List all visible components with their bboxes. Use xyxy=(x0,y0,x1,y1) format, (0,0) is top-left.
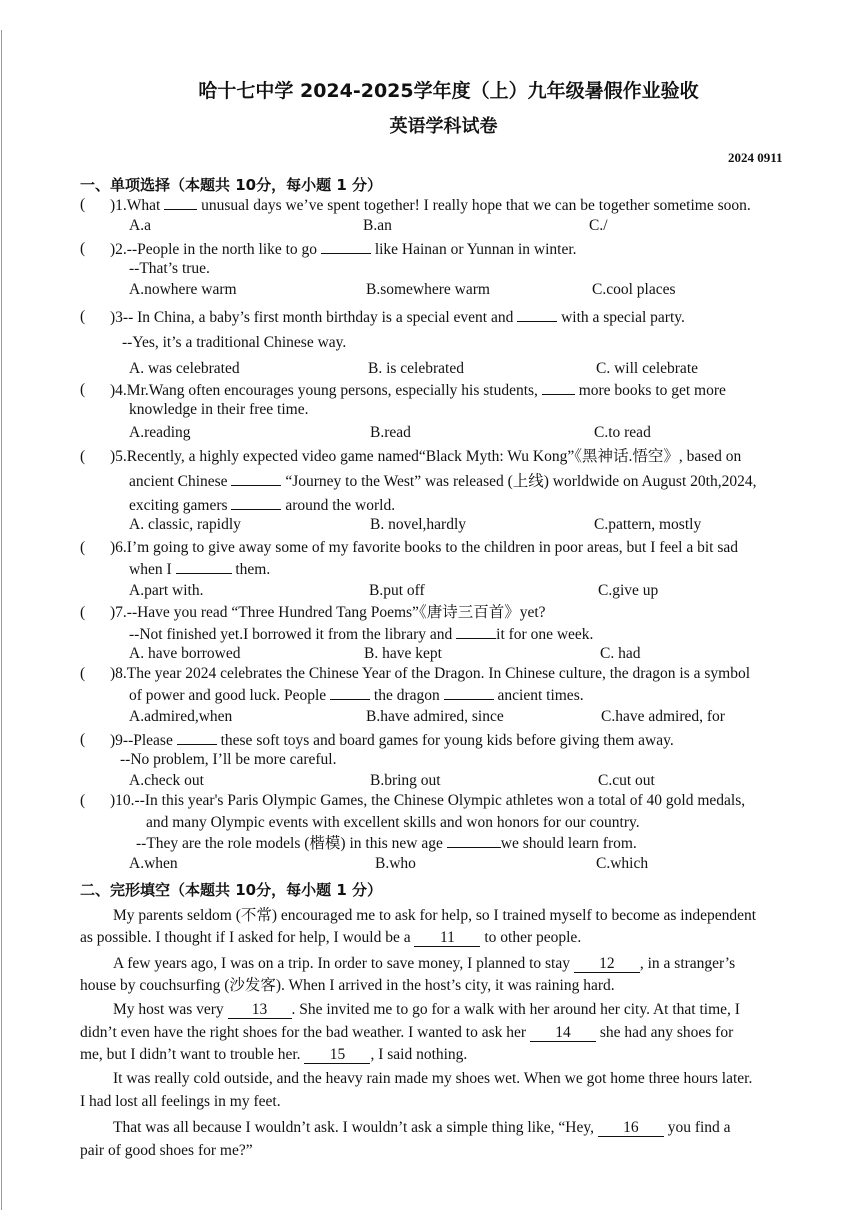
cloze-blank-16: 16 xyxy=(598,1120,664,1137)
page-edge-line xyxy=(1,30,2,1210)
option-a: A.part with. xyxy=(129,582,204,599)
exam-date: 2024 0911 xyxy=(728,150,783,165)
cloze-blank-15: 15 xyxy=(304,1047,370,1064)
question-text: ancient times. xyxy=(493,687,584,704)
cloze-blank-12: 12 xyxy=(574,956,640,973)
question-text: )3-- In China, a baby’s first month birthday is a special event and xyxy=(110,309,518,326)
option-a: A.a xyxy=(129,217,151,234)
cloze-text: as possible. I thought if I asked for help, I would be a xyxy=(80,929,415,946)
exam-title: 哈十七中学 2024-2025学年度（上）九年级暑假作业验收 xyxy=(198,80,699,102)
question-9 xyxy=(110,731,674,750)
cloze-blank-11: 11 xyxy=(414,930,480,947)
option-c: C.which xyxy=(596,855,649,872)
option-a: A.reading xyxy=(129,424,191,441)
question-text: of power and good luck. People xyxy=(129,687,331,704)
question-text: )9--Please xyxy=(110,732,177,749)
question-continuation: knowledge in their free time. xyxy=(129,401,309,418)
cloze-paragraph-3-line-2 xyxy=(80,1024,733,1042)
question-5: )5.Recently, a highly expected video game named“Black Myth: Wu Kong”《黑神话.悟空》, based on xyxy=(110,448,742,465)
answer-paren: ( xyxy=(80,731,86,748)
dialogue-line: --No problem, I’ll be more careful. xyxy=(120,751,337,768)
answer-paren: ( xyxy=(80,539,86,556)
option-b: B.an xyxy=(363,217,392,234)
question-10: )10.--In this year's Paris Olympic Games, the Chinese Olympic athletes won a total of 40 gold medals, xyxy=(110,792,746,809)
answer-paren: ( xyxy=(80,792,86,809)
cloze-text: me, but I didn’t want to trouble her. xyxy=(80,1046,305,1063)
answer-blank xyxy=(231,496,281,510)
question-text: more books to get more xyxy=(574,382,726,399)
answer-paren: ( xyxy=(80,665,86,682)
section-heading-single-choice: 一、单项选择（本题共 10分，每小题 1 分） xyxy=(80,176,382,194)
option-a: A. classic, rapidly xyxy=(129,516,241,533)
cloze-paragraph-4-line-1: It was really cold outside, and the heavy rain made my shoes wet. When we got home three hours later. xyxy=(113,1070,753,1087)
question-text: )2.--People in the north like to go xyxy=(110,241,321,258)
option-b: B. is celebrated xyxy=(368,360,464,377)
cloze-text: you find a xyxy=(663,1119,731,1136)
question-text: )4.Mr.Wang often encourages young persons, especially his students, xyxy=(110,382,542,399)
option-a: A. have borrowed xyxy=(129,645,241,662)
option-c: C. will celebrate xyxy=(596,360,698,377)
answer-blank xyxy=(447,834,501,848)
answer-paren: ( xyxy=(80,196,86,213)
answer-blank xyxy=(321,240,371,254)
option-c: C.pattern, mostly xyxy=(594,516,702,533)
cloze-paragraph-2-line-2: house by couchsurfing (沙发客). When I arrived in the host’s city, it was raining hard. xyxy=(80,977,615,994)
answer-blank xyxy=(456,625,496,639)
question-text: --Not finished yet.I borrowed it from the library and xyxy=(129,626,457,643)
cloze-paragraph-5-line-1 xyxy=(113,1119,731,1137)
exam-subtitle: 英语学科试卷 xyxy=(389,116,498,137)
cloze-blank-14: 14 xyxy=(530,1025,596,1042)
option-c: C.give up xyxy=(598,582,659,599)
option-a: A.when xyxy=(129,855,178,872)
answer-blank xyxy=(444,686,494,700)
cloze-text: she had any shoes for xyxy=(595,1024,734,1041)
option-a: A.admired,when xyxy=(129,708,233,725)
question-text: ancient Chinese xyxy=(129,473,232,490)
question-4 xyxy=(110,381,726,400)
option-b: B. novel,hardly xyxy=(370,516,466,533)
cloze-paragraph-1-line-2 xyxy=(80,929,581,947)
cloze-text: My host was very xyxy=(113,1001,228,1018)
option-b: B.bring out xyxy=(370,772,441,789)
question-text: these soft toys and board games for young kids before giving them away. xyxy=(216,732,674,749)
answer-blank xyxy=(517,308,557,322)
option-b: B.have admired, since xyxy=(366,708,504,725)
cloze-paragraph-3-line-1 xyxy=(113,1001,740,1019)
cloze-text: A few years ago, I was on a trip. In order to save money, I planned to stay xyxy=(113,955,574,972)
cloze-text: . She invited me to go for a walk with her around her city. At that time, I xyxy=(291,1001,740,1018)
question-6-line-2 xyxy=(129,560,270,579)
option-c: C.to read xyxy=(594,424,651,441)
question-10-line-3 xyxy=(136,834,637,853)
question-text: them. xyxy=(231,561,271,578)
option-c: C. had xyxy=(600,645,641,662)
cloze-text: didn’t even have the right shoes for the bad weather. I wanted to ask her xyxy=(80,1024,530,1041)
option-a: A.check out xyxy=(129,772,204,789)
question-text: it for one week. xyxy=(496,626,594,643)
question-10-line-2: and many Olympic events with excellent skills and won honors for our country. xyxy=(146,814,640,831)
answer-paren: ( xyxy=(80,604,86,621)
option-b: B.somewhere warm xyxy=(366,281,490,298)
option-b: B. have kept xyxy=(364,645,442,662)
question-6: )6.I’m going to give away some of my favorite books to the children in poor areas, but I feel a bit sad xyxy=(110,539,739,556)
cloze-paragraph-2-line-1 xyxy=(113,955,735,973)
option-a: A.nowhere warm xyxy=(129,281,237,298)
answer-blank xyxy=(177,731,217,745)
answer-blank xyxy=(542,381,575,395)
question-text: like Hainan or Yunnan in winter. xyxy=(370,241,577,258)
cloze-paragraph-3-line-3 xyxy=(80,1046,467,1064)
question-text: when I xyxy=(129,561,176,578)
question-text: --They are the role models (楷模) in this new age xyxy=(136,835,447,852)
answer-paren: ( xyxy=(80,448,86,465)
question-2 xyxy=(110,240,577,259)
question-text: unusual days we’ve spent together! I really hope that we can be together sometime soon. xyxy=(197,197,751,214)
answer-paren: ( xyxy=(80,308,86,325)
option-b: B.put off xyxy=(369,582,425,599)
option-c: C.cool places xyxy=(592,281,676,298)
answer-blank xyxy=(330,686,370,700)
answer-blank xyxy=(231,472,281,486)
question-5-line-2 xyxy=(129,472,756,491)
section-heading-cloze: 二、完形填空（本题共 10分，每小题 1 分） xyxy=(80,881,382,899)
answer-blank xyxy=(176,560,232,574)
question-8-line-2 xyxy=(129,686,584,705)
cloze-paragraph-5-line-2: pair of good shoes for me?” xyxy=(80,1142,253,1159)
cloze-paragraph-4-line-2: I had lost all feelings in my feet. xyxy=(80,1093,281,1110)
question-7-line-2 xyxy=(129,625,593,644)
cloze-text: , I said nothing. xyxy=(370,1046,468,1063)
cloze-text: to other people. xyxy=(480,929,582,946)
question-5-line-3 xyxy=(129,496,395,515)
option-c: C.cut out xyxy=(598,772,655,789)
dialogue-line: --That’s true. xyxy=(129,260,210,277)
dialogue-line: --Yes, it’s a traditional Chinese way. xyxy=(122,334,347,351)
question-text: “Journey to the West” was released (上线) worldwide on August 20th,2024, xyxy=(281,473,757,490)
option-b: B.who xyxy=(375,855,416,872)
cloze-text: , in a stranger’s xyxy=(639,955,736,972)
cloze-blank-13: 13 xyxy=(228,1002,292,1019)
option-a: A. was celebrated xyxy=(129,360,240,377)
question-text: the dragon xyxy=(370,687,444,704)
question-text: around the world. xyxy=(281,497,396,514)
answer-paren: ( xyxy=(80,381,86,398)
question-7: )7.--Have you read “Three Hundred Tang Poems”《唐诗三百首》yet? xyxy=(110,604,546,621)
question-1 xyxy=(110,196,751,215)
question-text: exciting gamers xyxy=(129,497,232,514)
question-3 xyxy=(110,308,685,327)
cloze-text: That was all because I wouldn’t ask. I wouldn’t ask a simple thing like, “Hey, xyxy=(113,1119,598,1136)
question-text: )1.What xyxy=(110,197,165,214)
option-c: C./ xyxy=(589,217,608,234)
cloze-paragraph-1-line-1: My parents seldom (不常) encouraged me to ask for help, so I trained myself to become as independent xyxy=(113,907,757,924)
question-text: we should learn from. xyxy=(500,835,637,852)
answer-blank xyxy=(164,196,197,210)
option-b: B.read xyxy=(370,424,411,441)
question-text: with a special party. xyxy=(557,309,685,326)
question-8: )8.The year 2024 celebrates the Chinese Year of the Dragon. In Chinese culture, the dragon is a symbol xyxy=(110,665,751,682)
answer-paren: ( xyxy=(80,240,86,257)
option-c: C.have admired, for xyxy=(601,708,725,725)
